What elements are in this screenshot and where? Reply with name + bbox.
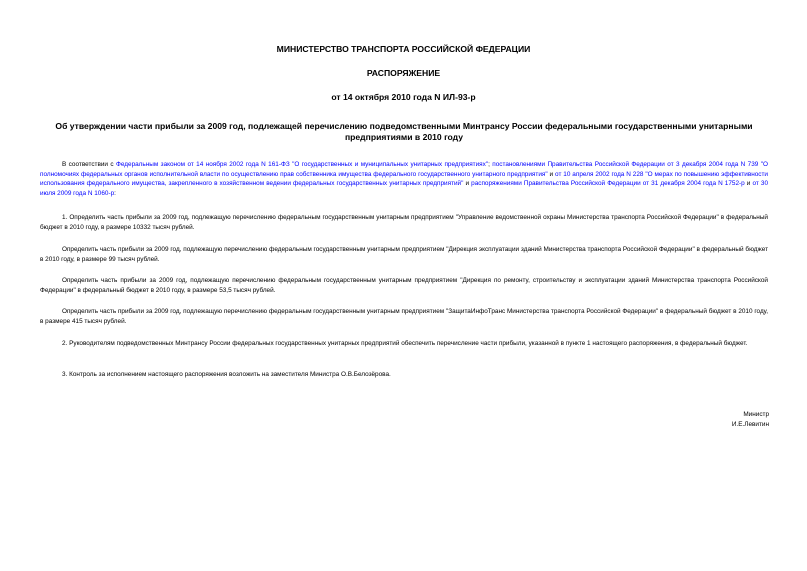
ministry-heading: МИНИСТЕРСТВО ТРАНСПОРТА РОССИЙСКОЙ ФЕДЕРАЦИИ — [276, 44, 531, 54]
preamble-text: : — [114, 189, 116, 197]
preamble-text: В соответствии с — [62, 161, 117, 168]
preamble-paragraph — [40, 160, 768, 198]
document-type: РАСПОРЯЖЕНИЕ — [366, 68, 441, 78]
preamble-text: и — [547, 170, 556, 178]
item-1-paragraph-4: Определить часть прибыли за 2009 год, подлежащую перечислению федеральным государственным унитарным предприятием "ЗащитаИнфоТранс Министерства транспорта Российской Федерации" в федеральный бюджет в 2010 году, в размере 415 тысяч рублей. — [40, 308, 768, 325]
resolution-739-link[interactable]: постановлениями Правительства Российской Федерации от 3 декабря 2004 года N 739 "О полномочиях федеральных органов исполнительной власти по осуществлению прав собственника имущества федерального государственного унитарного предприятия" — [40, 161, 768, 178]
order-1060-link[interactable]: от 30 июля 2009 года N 1060-р — [40, 180, 769, 197]
item-1-paragraph-2: Определить часть прибыли за 2009 год, подлежащую перечислению федеральным государственным унитарным предприятием "Дирекция эксплуатации зданий Министерства транспорта Российской Федерации" в федеральный бюджет в 2010 году, в размере 99 тысяч рублей. — [40, 246, 768, 263]
item-1-paragraph: 1. Определить часть прибыли за 2009 год, подлежащую перечислению федеральным государственным унитарным предприятием "Управление ведомственной охраны Министерства транспорта Российской Федерации" в федеральный бюджет в 2010 году, в размере 10332 тысяч рублей. — [40, 214, 768, 231]
item-2-paragraph: 2. Руководителям подведомственных Минтрансу России федеральных государственных унитарных предприятий обеспечить перечисление части прибыли, указанной в пункте 1 настоящего распоряжения, в федеральный бюджет. — [62, 340, 748, 347]
law-161-link[interactable]: Федеральным законом от 14 ноября 2002 года N 161-ФЗ "О государственных и муниципальных унитарных предприятиях" — [116, 161, 489, 168]
preamble-text: и — [463, 180, 472, 188]
item-1-paragraph-3: Определить часть прибыли за 2009 год, подлежащую перечислению федеральным государственным унитарным предприятием "Дирекция по ремонту, строительству и эксплуатации зданий Министерства транспорта Российской Федерации" в федеральный бюджет в 2010 году, в размере 53,5 тысяч рублей. — [40, 277, 768, 294]
document-title: Об утверждении части прибыли за 2009 год, подлежащей перечислению подведомственными Минтрансу России федеральными государственными унитарными предприятиями в 2010 году — [55, 121, 753, 142]
signature-position: Министр — [743, 411, 769, 418]
preamble-text: ; — [488, 161, 493, 168]
preamble-text: и — [744, 180, 753, 188]
item-3-paragraph: 3. Контроль за исполнением настоящего распоряжения возложить на заместителя Министра О.В.Белозёрова. — [62, 371, 391, 378]
document-date-number: от 14 октября 2010 года N ИЛ-93-р — [331, 92, 476, 102]
order-1752-link[interactable]: распоряжениями Правительства Российской Федерации от 31 декабря 2004 года N 1752-р — [471, 180, 745, 188]
signature-name: И.Е.Левитин — [731, 421, 769, 428]
resolution-228-link[interactable]: от 10 апреля 2002 года N 228 "О мерах по повышению эффективности использования федерального имущества, закрепленного в хозяйственном ведении федеральных государственных унитарных предприятий" — [40, 170, 768, 188]
